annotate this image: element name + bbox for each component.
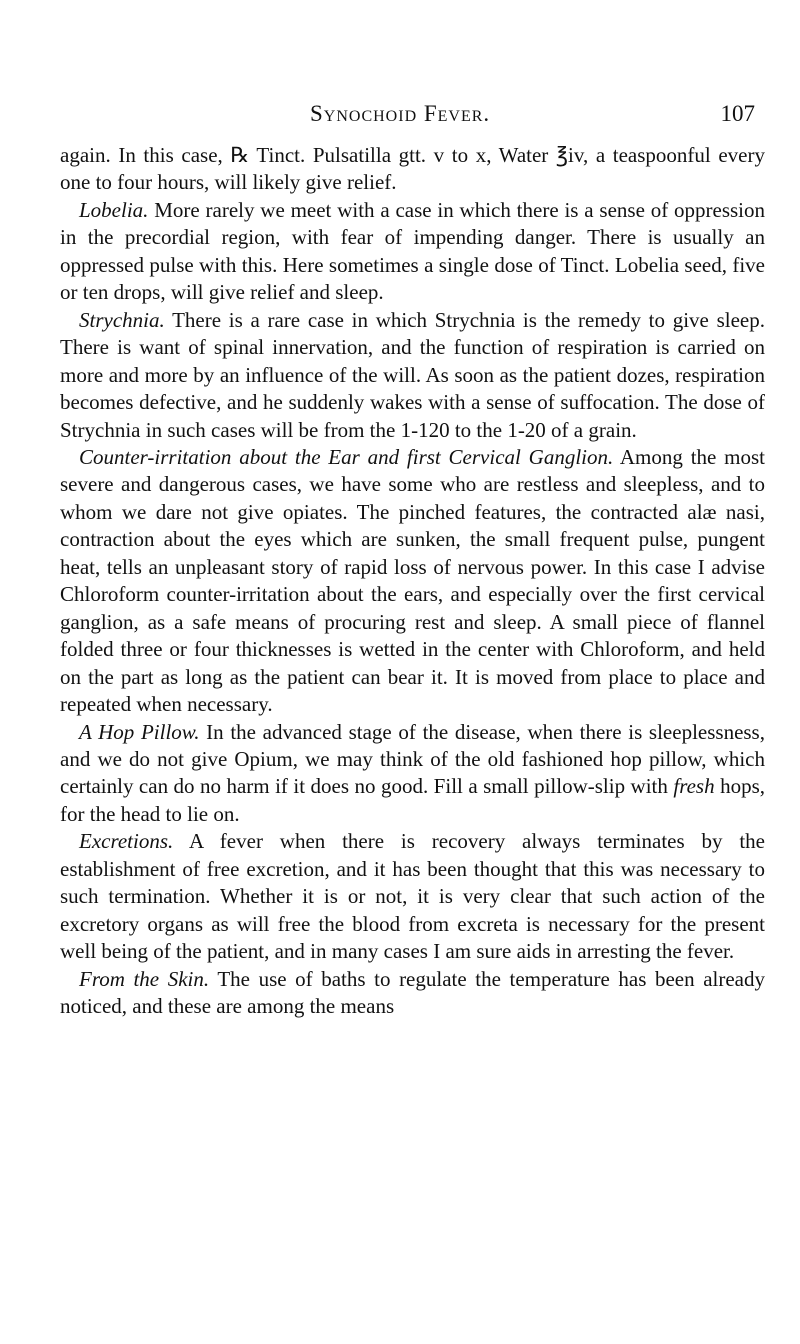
section-heading-from-the-skin: From the Skin.	[79, 966, 210, 991]
paragraph-text: Among the most severe and dangerous cases, we have some who are restless and sleepless, and to whom we dare not give opiates. The pinched features, the contracted alæ nasi, contraction about the eyes which are sunken, the small frequent pulse, pungent heat, tells an unpleasant story of rapid loss of nervous power. In this case I advise Chloroform counter-irritation about the ears, and especially over the first cervical ganglion, as a safe means of procuring rest and sleep. A small piece of flannel folded three or four thicknesses is wetted in the center with Chloroform, and held on the part as long as the patient can bear it. It is moved from place to place and repeated when necessary.	[60, 444, 765, 717]
paragraph-pulsatilla-continued	[60, 142, 765, 197]
paragraph-from-the-skin	[60, 966, 765, 1021]
body-text	[60, 142, 765, 1021]
section-heading-strychnia: Strychnia.	[79, 307, 165, 332]
running-head	[150, 101, 755, 131]
paragraph-counter-irritation	[60, 444, 765, 719]
section-heading-counter-irritation: Counter-irritation about the Ear and first Cervical Ganglion.	[79, 444, 614, 469]
paragraph-lobelia	[60, 197, 765, 307]
paragraph-text: In the advanced stage of the disease, when there is sleeplessness, and we do not give Opium, we may think of the old fashioned hop pillow, which certainly can do no harm if it does no good. Fill a small pillow-slip with	[60, 719, 765, 799]
emphasis-fresh: fresh	[673, 774, 715, 799]
section-heading-lobelia: Lobelia.	[79, 197, 149, 222]
paragraph-text: The use of baths to regulate the temperature has been already noticed, and these are among the means	[60, 966, 765, 1019]
paragraph-text-after: hops, for the head to lie on.	[60, 774, 765, 826]
paragraph-excretions	[60, 828, 765, 965]
page-number: 107	[720, 101, 755, 126]
paragraph-text: A fever when there is recovery always terminates by the establishment of free excretion, and it has been thought that this was necessary to such termination. Whether it is or not, it is very clear that such action of the excretory organs as will free the blood from excreta is necessary for the present well being of the patient, and in many cases I am sure aids in arresting the fever.	[60, 829, 765, 964]
paragraph-strychnia	[60, 307, 765, 444]
paragraph-text: again. In this case, ℞ Tinct. Pulsatilla gtt. v to x, Water ℥iv, a teaspoonful every one to four hours, will likely give relief.	[60, 143, 765, 195]
paragraph-text: More rarely we meet with a case in which there is a sense of oppression in the precordial region, with fear of impending danger. There is usually an oppressed pulse with this. Here sometimes a single dose of Tinct. Lobelia seed, five or ten drops, will give relief and sleep.	[60, 197, 765, 305]
section-heading-excretions: Excretions.	[79, 829, 174, 854]
section-heading-hop-pillow: A Hop Pillow.	[79, 719, 200, 744]
paragraph-text: There is a rare case in which Strychnia is the remedy to give sleep. There is want of spinal innervation, and the function of respiration is carried on more and more by an influence of the will. As soon as the patient dozes, respiration becomes defective, and he suddenly wakes with a sense of suffocation. The dose of Strychnia in such cases will be from the 1-120 to the 1-20 of a grain.	[60, 307, 765, 442]
running-title: Synochoid Fever.	[310, 101, 491, 126]
paragraph-hop-pillow	[60, 719, 765, 829]
